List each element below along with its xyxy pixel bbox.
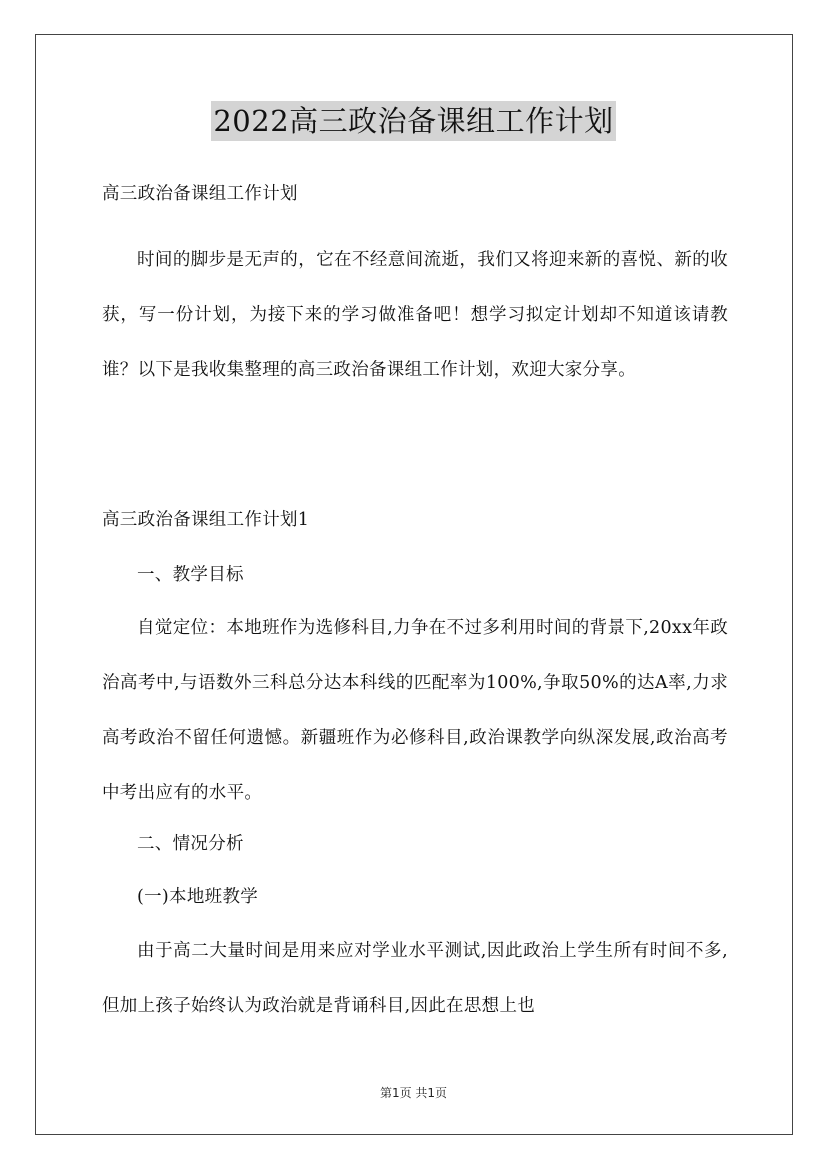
document-title: 2022高三政治备课组工作计划 bbox=[211, 101, 615, 141]
paragraph-teaching-goals: 自觉定位：本地班作为选修科目,力争在不过多利用时间的背景下,20xx年政治高考中,与语数外三科总分达本科线的匹配率为100%,争取50%的达A率,力求高考政治不留任何遗憾。新疆班作为必修科目,政治课教学向纵深发展,政治高考中考出应有的水平。 bbox=[102, 618, 728, 803]
heading-situation-analysis: 二、情况分析 bbox=[137, 834, 244, 854]
title-container bbox=[0, 101, 827, 141]
heading-local-class: (一)本地班教学 bbox=[137, 887, 259, 907]
intro-paragraph: 时间的脚步是无声的，它在不经意间流逝，我们又将迎来新的喜悦、新的收获，写一份计划，为接下来的学习做准备吧！想学习拟定计划却不知道该请教谁？以下是我收集整理的高三政治备课组工作计划，欢迎大家分享。 bbox=[102, 250, 728, 380]
document-subtitle: 高三政治备课组工作计划 bbox=[102, 184, 298, 204]
page-footer bbox=[0, 1084, 827, 1101]
section-title: 高三政治备课组工作计划1 bbox=[102, 510, 310, 530]
page-number-label: 第1页 共1页 bbox=[379, 1086, 448, 1100]
paragraph-local-class: 由于高二大量时间是用来应对学业水平测试,因此政治上学生所有时间不多,但加上孩子始终认为政治就是背诵科目,因此在思想上也 bbox=[102, 941, 728, 1016]
heading-teaching-goals: 一、教学目标 bbox=[137, 565, 244, 585]
